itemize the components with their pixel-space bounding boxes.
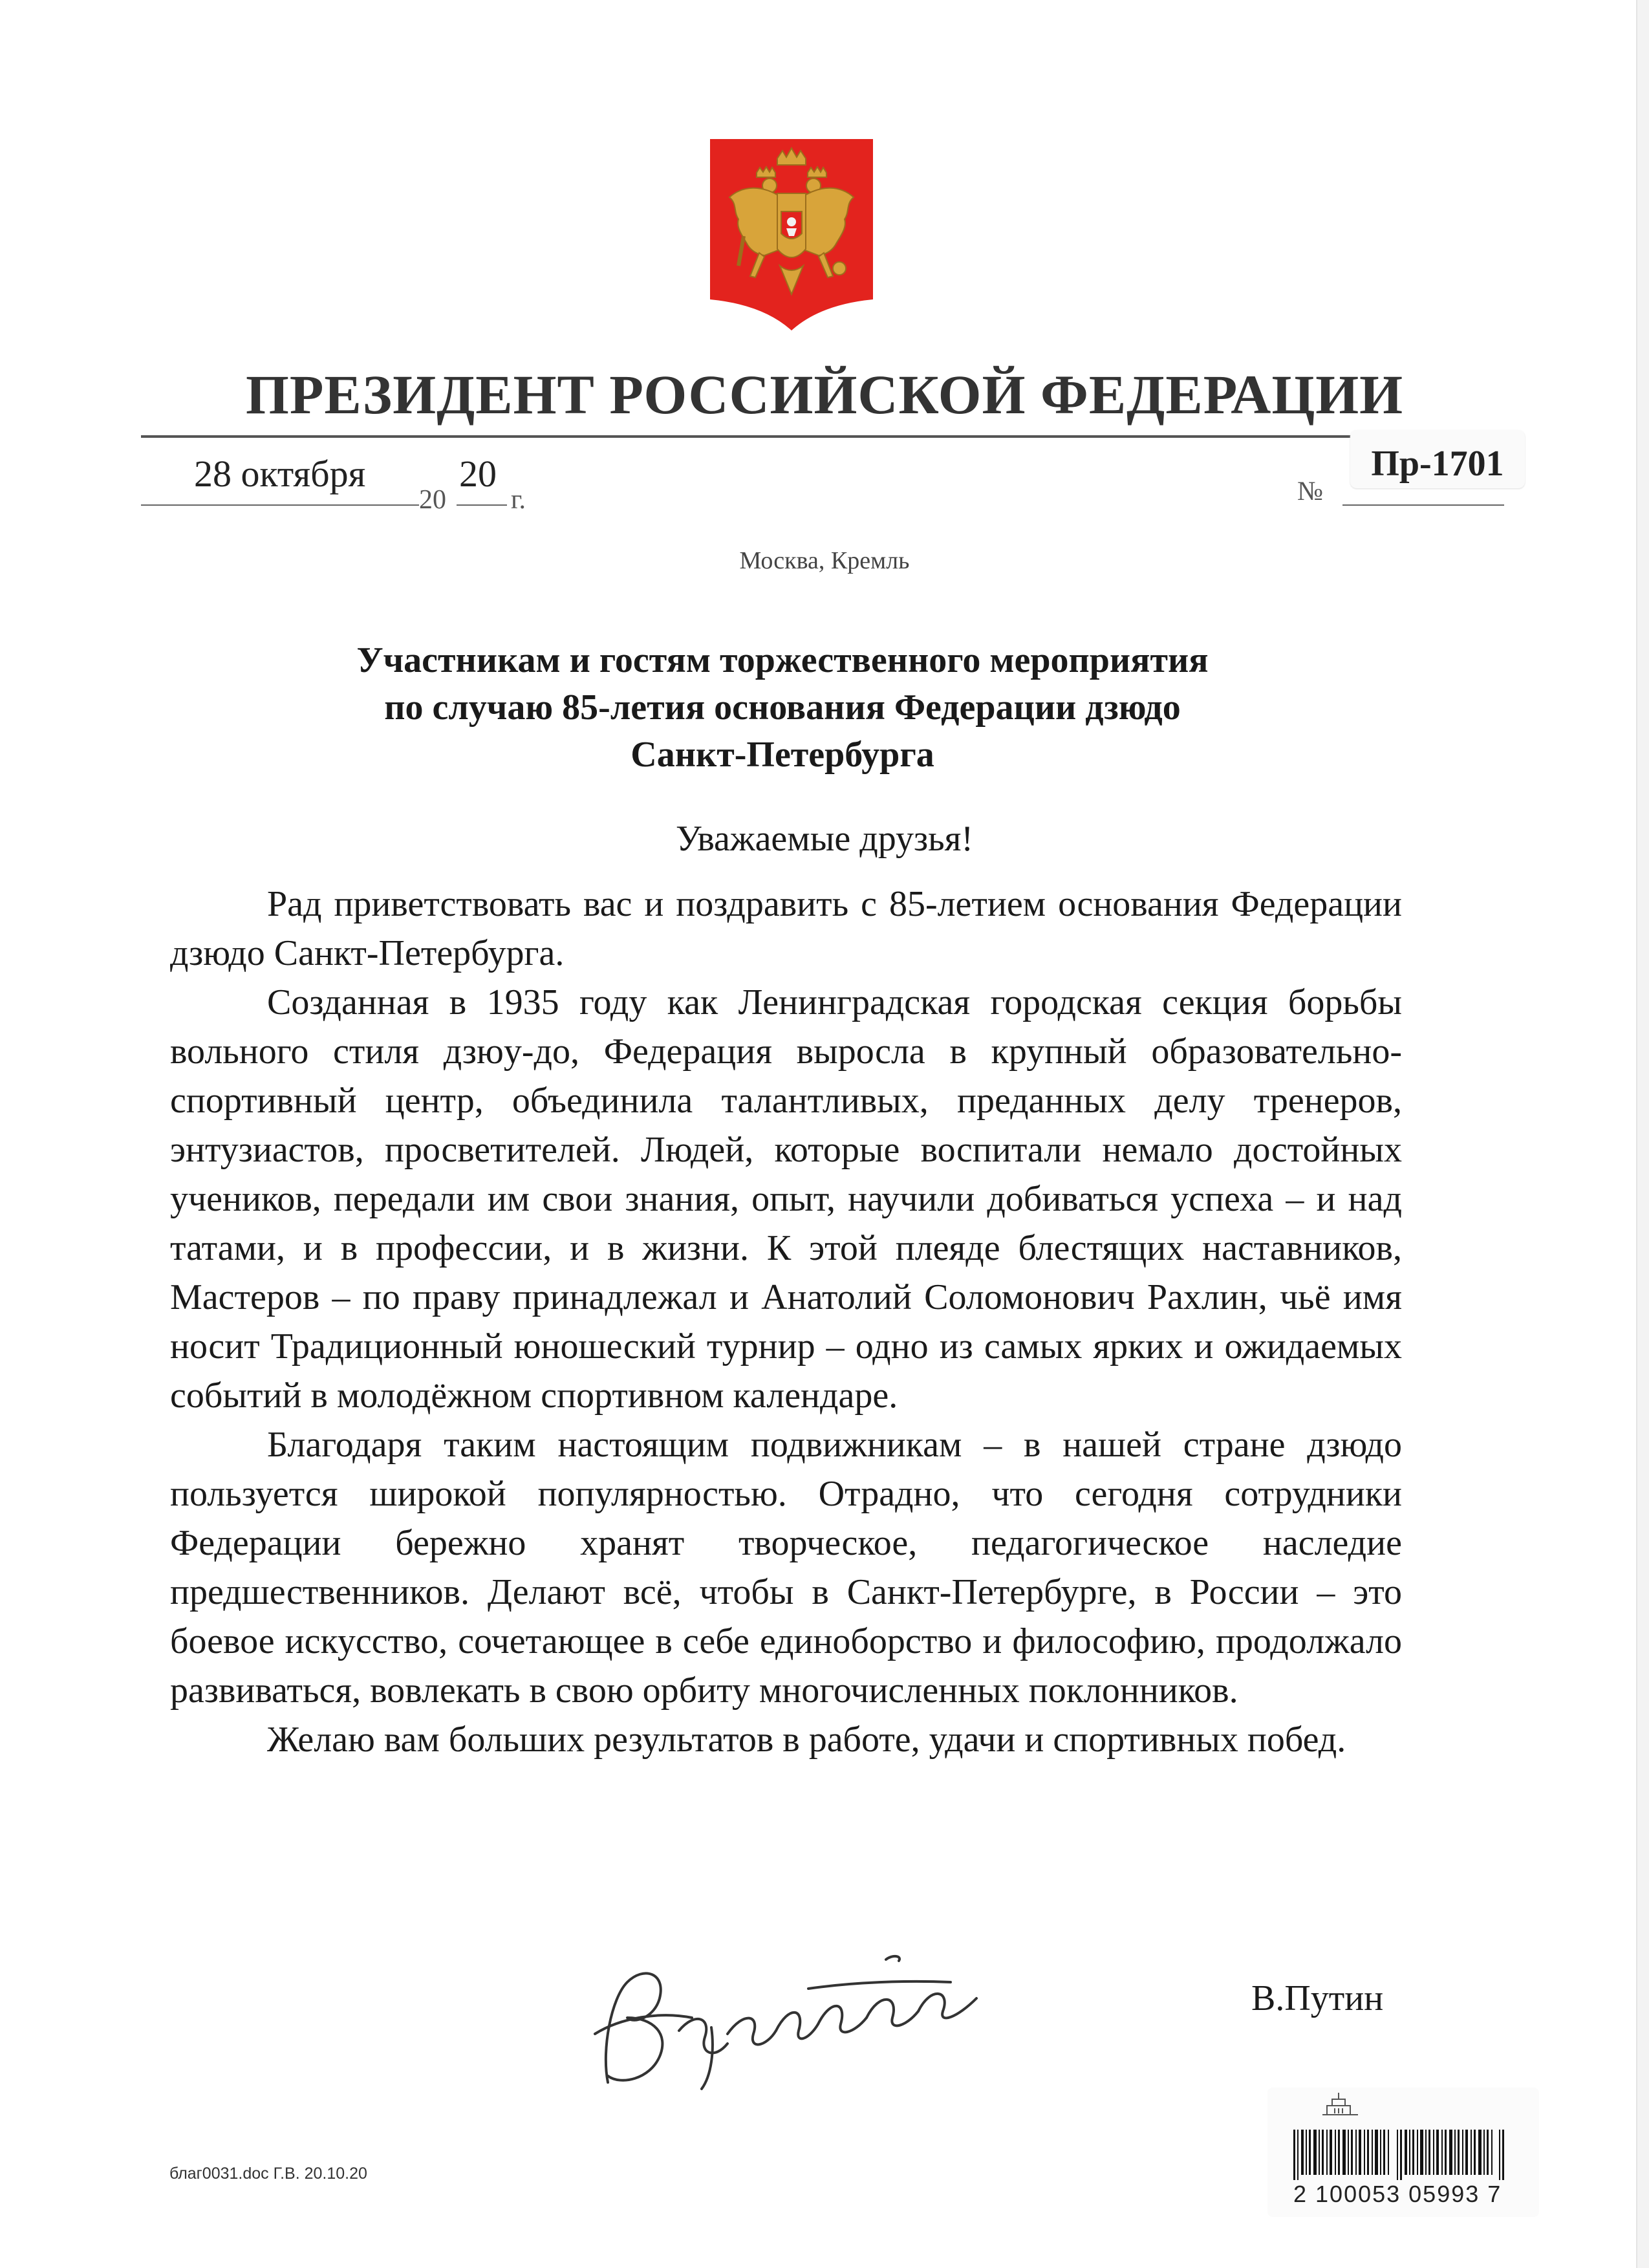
paragraph: Созданная в 1935 году как Ленинградская городская секция борьбы вольного стиля дзюу-до, Федерация выросла в крупный образовательно-спортивный центр, объединила талантливых, преданных делу тренеров, энтузиастов, просветителей. Людей, которые воспитали немало достойных учеников, передали им свои знания, опыт, научили добиваться успеха – и над татами, и в профессии, и в жизни. К этой плеяде блестящих наставников, Мастеров – по праву принадлежал и Анатолий Соломонович Рахлин, чьё имя носит Традиционный юношеский турнир – одно из самых ярких и ожидаемых событий в молодёжном спортивном календаре. [170, 982, 1402, 1416]
document-date: 28 октября [194, 453, 366, 495]
paragraph: Желаю вам больших результатов в работе, удачи и спортивных побед. [267, 1720, 1346, 1760]
handwritten-signature [582, 1921, 1035, 2102]
date-line [141, 504, 419, 506]
year-suffix: г. [511, 485, 526, 515]
number-line [1342, 504, 1504, 506]
archive-mark-icon [1319, 2089, 1364, 2121]
file-reference: благ0031.doc Г.В. 20.10.20 [169, 2165, 367, 2183]
addressee-line: по случаю 85-летия основания Федерации дзюдо [384, 687, 1181, 728]
registration-number: Пр-1701 [1371, 444, 1504, 484]
signatory-name: В.Путин [1251, 1978, 1384, 2018]
barcode-number: 2 100053 05993 7 [1293, 2181, 1502, 2207]
number-sign: № [1297, 477, 1324, 506]
addressee-block [194, 637, 1371, 779]
paragraph: Благодаря таким настоящим подвижникам – в нашей стране дзюдо пользуется широкой популярностью. Отрадно, что сегодня сотрудники Федерации бережно хранят творческое, педагогическое наследие предшественников. Делают всё, чтобы в Санкт-Петербурге, в России – это боевое искусство, сочетающее в себе единоборство и философию, продолжало развиваться, вовлекать в свою орбиту многочисленных поклонников. [170, 1425, 1402, 1711]
barcode-stamp [1267, 2088, 1539, 2230]
year-handwritten: 20 [459, 453, 497, 495]
letterhead-title: ПРЕЗИДЕНТ РОССИЙСКОЙ ФЕДЕРАЦИИ [245, 363, 1404, 426]
year-line [457, 504, 507, 506]
barcode-icon [1293, 2130, 1513, 2180]
letterhead-divider [141, 435, 1425, 438]
russian-coat-of-arms-icon [710, 139, 873, 330]
year-prefix: 20 [419, 485, 446, 515]
addressee-line: Участникам и гостям торжественного мероприятия [356, 640, 1209, 680]
salutation: Уважаемые друзья! [675, 819, 974, 859]
page-edge [1636, 0, 1649, 2268]
letter-body [170, 880, 1402, 1764]
paragraph: Рад приветствовать вас и поздравить с 85-летием основания Федерации дзюдо Санкт-Петербурга. [170, 884, 1402, 973]
addressee-line: Санкт-Петербурга [630, 735, 934, 775]
place-of-issue: Москва, Кремль [739, 547, 910, 574]
